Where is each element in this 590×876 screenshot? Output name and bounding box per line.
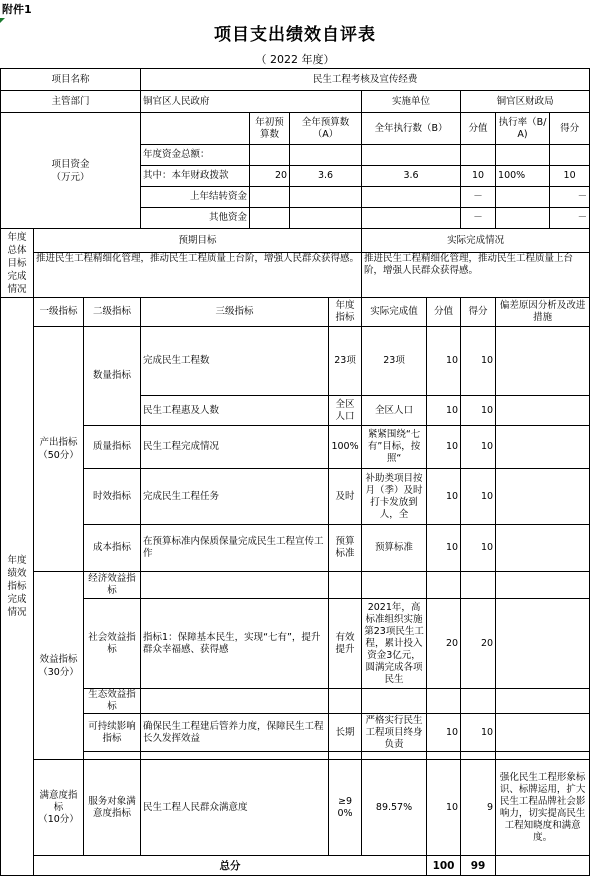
quantity-indicator: 数量指标 xyxy=(84,327,141,426)
funds-header: 得分 xyxy=(550,113,590,145)
total-score: 99 xyxy=(461,856,496,876)
funds-header: 执行率（B/A) xyxy=(496,113,550,145)
table-row: 产出指标 （50分） 数量指标 完成民生工程数 23项 23项 10 10 xyxy=(1,327,590,396)
funds-label: 项目资金 （万元） xyxy=(1,113,141,229)
table-row xyxy=(1,91,590,113)
funds-header: 年初预算数 xyxy=(250,113,290,145)
table-row: 生态效益指标 xyxy=(1,689,590,714)
attachment-label: 附件1 xyxy=(2,3,32,16)
table-row: 上年结转资金 － － xyxy=(1,187,590,208)
impl-label: 实施单位 xyxy=(362,91,461,113)
table-row: 社会效益指标 指标1：保障基本民生，实现“七有”，提升群众幸福感、获得感 有效提升 2021年，高标准组织实施第23项民生工程，累计投入资金3亿元，圆满完成各项民生 20 20 xyxy=(1,599,590,689)
col-header: 得分 xyxy=(461,298,496,327)
table-row: 成本指标 在预算标准内保质保量完成民生工程宣传工作 预算标准 预算标准 10 10 xyxy=(1,525,590,572)
total-value: 100 xyxy=(427,856,461,876)
funds-annual: 3.6 xyxy=(290,166,362,187)
funds-rate: 100% xyxy=(496,166,550,187)
col-header: 偏差原因分析及改进措施 xyxy=(496,298,590,327)
col-header: 一级指标 xyxy=(34,298,84,327)
table-row: 满意度指标 （10分） 服务对象满意度指标 民生工程人民群众满意度 ≥90% 89.57% 10 9 强化民生工程形象标识、标牌运用，扩大民生工程品牌社会影响力，切实提高民生工程知晓度和满意度。 xyxy=(1,760,590,856)
table-row xyxy=(1,113,590,145)
funds-row-name: 其中：本年财政拨款 xyxy=(141,166,250,187)
table-row: 质量指标 民生工程完成情况 100% 紧紧围绕“七有”目标，按照“ 10 10 xyxy=(1,426,590,469)
table-row: 效益指标 （30分） 经济效益指标 xyxy=(1,572,590,599)
col-header: 二级指标 xyxy=(84,298,141,327)
table-row: 时效指标 完成民生工程任务 及时 补助类项目按月（季）及时打卡发放到人，全 10 10 xyxy=(1,469,590,525)
impl-value: 铜官区财政局 xyxy=(461,91,590,113)
funds-row-name: 上年结转资金 xyxy=(141,187,250,208)
project-name: 民生工程考核及宣传经费 xyxy=(141,69,590,91)
table-row: 可持续影响指标 确保民生工程建后管养力度，保障民生工程长久发挥效益 长期 严格实行民生工程项目终身负责 10 10 xyxy=(1,714,590,752)
project-name-label: 项目名称 xyxy=(1,69,141,91)
table-row xyxy=(1,856,590,876)
actual-header: 实际完成情况 xyxy=(362,229,590,253)
funds-header: 全年预算数（A） xyxy=(290,113,362,145)
performance-table xyxy=(0,68,590,876)
col-header: 三级指标 xyxy=(141,298,329,327)
deviation-reason: 强化民生工程形象标识、标牌运用，扩大民生工程品牌社会影响力，切实提高民生工程知晓度和满意度。 xyxy=(496,760,590,856)
col-header: 实际完成值 xyxy=(362,298,427,327)
table-row xyxy=(1,752,590,760)
table-row xyxy=(1,69,590,91)
funds-row-name: 年度资金总额： xyxy=(141,145,250,166)
funds-executed: 3.6 xyxy=(362,166,461,187)
table-row xyxy=(1,253,590,298)
year-line: （ 2022 年度） xyxy=(255,53,335,66)
dept-value: 铜官区人民政府 xyxy=(141,91,362,113)
expected-header: 预期目标 xyxy=(34,229,362,253)
table-row: 民生工程惠及人数 全区人口 全区人口 10 10 xyxy=(1,396,590,426)
table-row xyxy=(1,229,590,253)
table-row: 其他资金 － － xyxy=(1,208,590,229)
funds-initial: 20 xyxy=(250,166,290,187)
expected-goal: 推进民生工程精细化管理，推动民生工程质量上台阶，增强人民群众获得感。 xyxy=(34,253,362,298)
funds-row-name: 其他资金 xyxy=(141,208,250,229)
benefit-indicator-label: 效益指标 （30分） xyxy=(34,572,84,760)
funds-score: 10 xyxy=(550,166,590,187)
satisfaction-indicator-label: 满意度指标 （10分） xyxy=(34,760,84,856)
total-label: 总分 xyxy=(34,856,427,876)
funds-header: 分值 xyxy=(461,113,496,145)
col-header: 年度指标 xyxy=(329,298,362,327)
funds-header: 全年执行数（B） xyxy=(362,113,461,145)
output-indicator-label: 产出指标 （50分） xyxy=(34,327,84,572)
col-header: 分值 xyxy=(427,298,461,327)
goals-label: 年度总体目标完成情况 xyxy=(1,229,34,298)
dept-label: 主管部门 xyxy=(1,91,141,113)
funds-score-value: 10 xyxy=(461,166,496,187)
actual-goal: 推进民生工程精细化管理，推动民生工程质量上台阶，增强人民群众获得感。 xyxy=(362,253,590,298)
table-row xyxy=(1,298,590,327)
indicators-section-label: 年度绩效指标完成情况 xyxy=(1,298,34,876)
page-title: 项目支出绩效自评表 xyxy=(214,25,376,45)
